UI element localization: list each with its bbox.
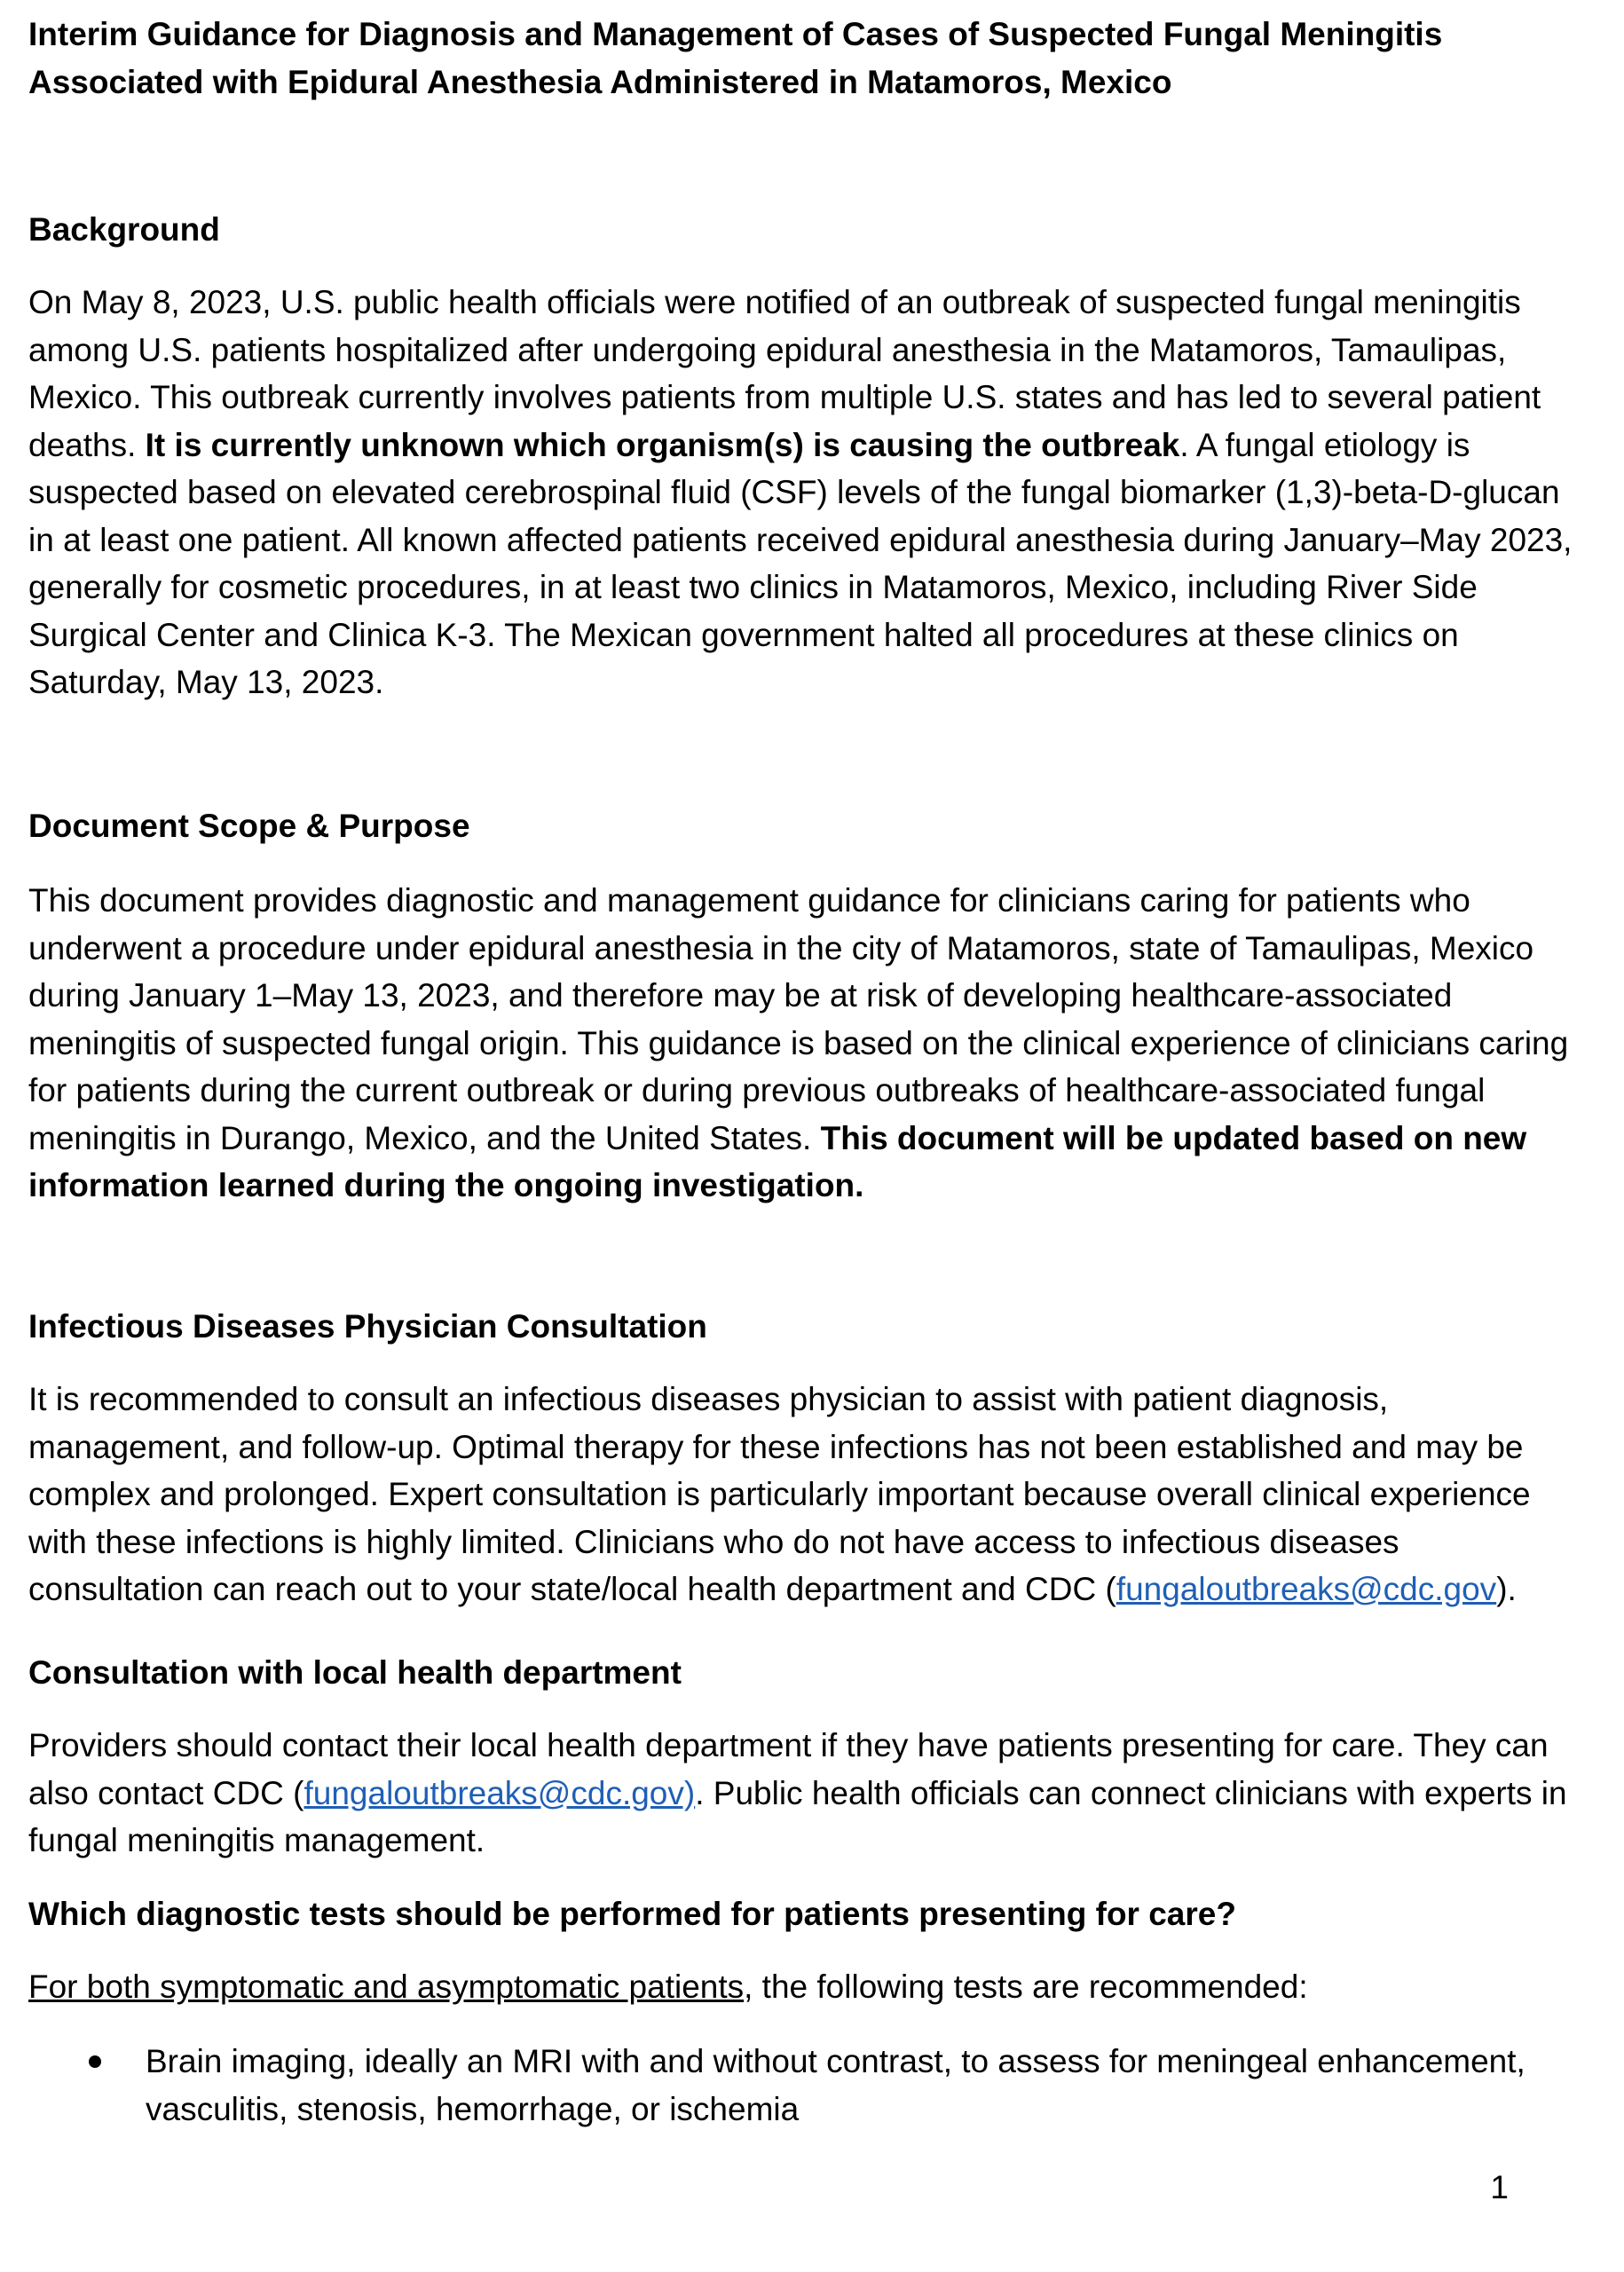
id-consult-paragraph [28,1376,1573,1613]
scope-heading: Document Scope & Purpose [28,808,470,844]
bullet-dot-icon [89,2055,101,2068]
local-consult-heading: Consultation with local health department [28,1654,682,1691]
background-bold-statement: It is currently unknown which organism(s) is causing the outbreak [145,426,1180,463]
id-consult-text-2: ). [1496,1571,1517,1607]
id-consult-text-1: It is recommended to consult an infectious diseases physician to assist with patient diagnosis, management, and follow-up. Optimal therapy for these infections has not been established and may be complex and prolonged. Expert consultation is particularly important because overall clinical experience with these infections is highly limited. Clinicians who do not have access to infectious diseases consultation can reach out to your state/local health department and CDC ( [28,1381,1531,1607]
page-number: 1 [1490,2169,1509,2205]
id-consult-heading: Infectious Diseases Physician Consultation [28,1308,707,1345]
local-consult-text-1: Providers should contact their local health department if they have patients presenting for care. They can also contact CDC ( [28,1727,1549,1811]
cdc-email-link[interactable]: fungaloutbreaks@cdc.gov [1116,1571,1497,1607]
diagnostics-heading: Which diagnostic tests should be performed for patients presenting for care? [28,1896,1236,1932]
scope-bold-statement: This document will be updated based on new information learned during the ongoing investigation. [28,1119,1527,1203]
bullet-text: Brain imaging, ideally an MRI with and without contrast, to assess for meningeal enhancement, vasculitis, stenosis, hemorrhage, or ischemia [146,2043,1525,2127]
scope-paragraph [28,877,1573,1210]
local-consult-text-2: . Public health officials can connect clinicians with experts in fungal meningitis management. [28,1774,1567,1858]
background-heading: Background [28,211,220,248]
bullet-item [28,2038,1573,2133]
background-text-1: On May 8, 2023, U.S. public health officials were notified of an outbreak of suspected fungal meningitis among U.S. patients hospitalized after undergoing epidural anesthesia in the Matamoros, Tamaulipas, Mexico. This outbreak currently involves patients from multiple U.S. states and has led to several patient deaths. [28,284,1541,463]
background-paragraph [28,279,1573,706]
scope-text-1: This document provides diagnostic and management guidance for clinicians caring for patients who underwent a procedure under epidural anesthesia in the city of Matamoros, state of Tamaulipas, Mexico during January 1–May 13, 2023, and therefore may be at risk of developing healthcare-associated meningitis of suspected fungal origin. This guidance is based on the clinical experience of clinicians caring for patients during the current outbreak or during previous outbreaks of healthcare-associated fungal meningitis in Durango, Mexico, and the United States. [28,882,1569,1156]
diagnostics-bullet-list [28,2038,1573,2133]
diagnostics-intro-rest: , the following tests are recommended: [744,1968,1308,2005]
document-title: Interim Guidance for Diagnosis and Management of Cases of Suspected Fungal Meningitis Associated with Epidural Anesthesia Administered in Matamoros, Mexico [28,16,1443,100]
local-consult-paragraph [28,1722,1573,1865]
diagnostics-intro-underlined: For both symptomatic and asymptomatic patients [28,1968,745,2005]
cdc-email-link-2[interactable]: fungaloutbreaks@cdc.gov) [304,1774,696,1811]
diagnostics-intro [28,1963,1573,2011]
background-text-2: . A fungal etiology is suspected based on elevated cerebrospinal fluid (CSF) levels of the fungal biomarker (1,3)-beta-D-glucan in at least one patient. All known affected patients received epidural anesthesia during January–May 2023, generally for cosmetic procedures, in at least two clinics in Matamoros, Mexico, including River Side Surgical Center and Clinica K-3. The Mexican government halted all procedures at these clinics on Saturday, May 13, 2023. [28,426,1573,700]
